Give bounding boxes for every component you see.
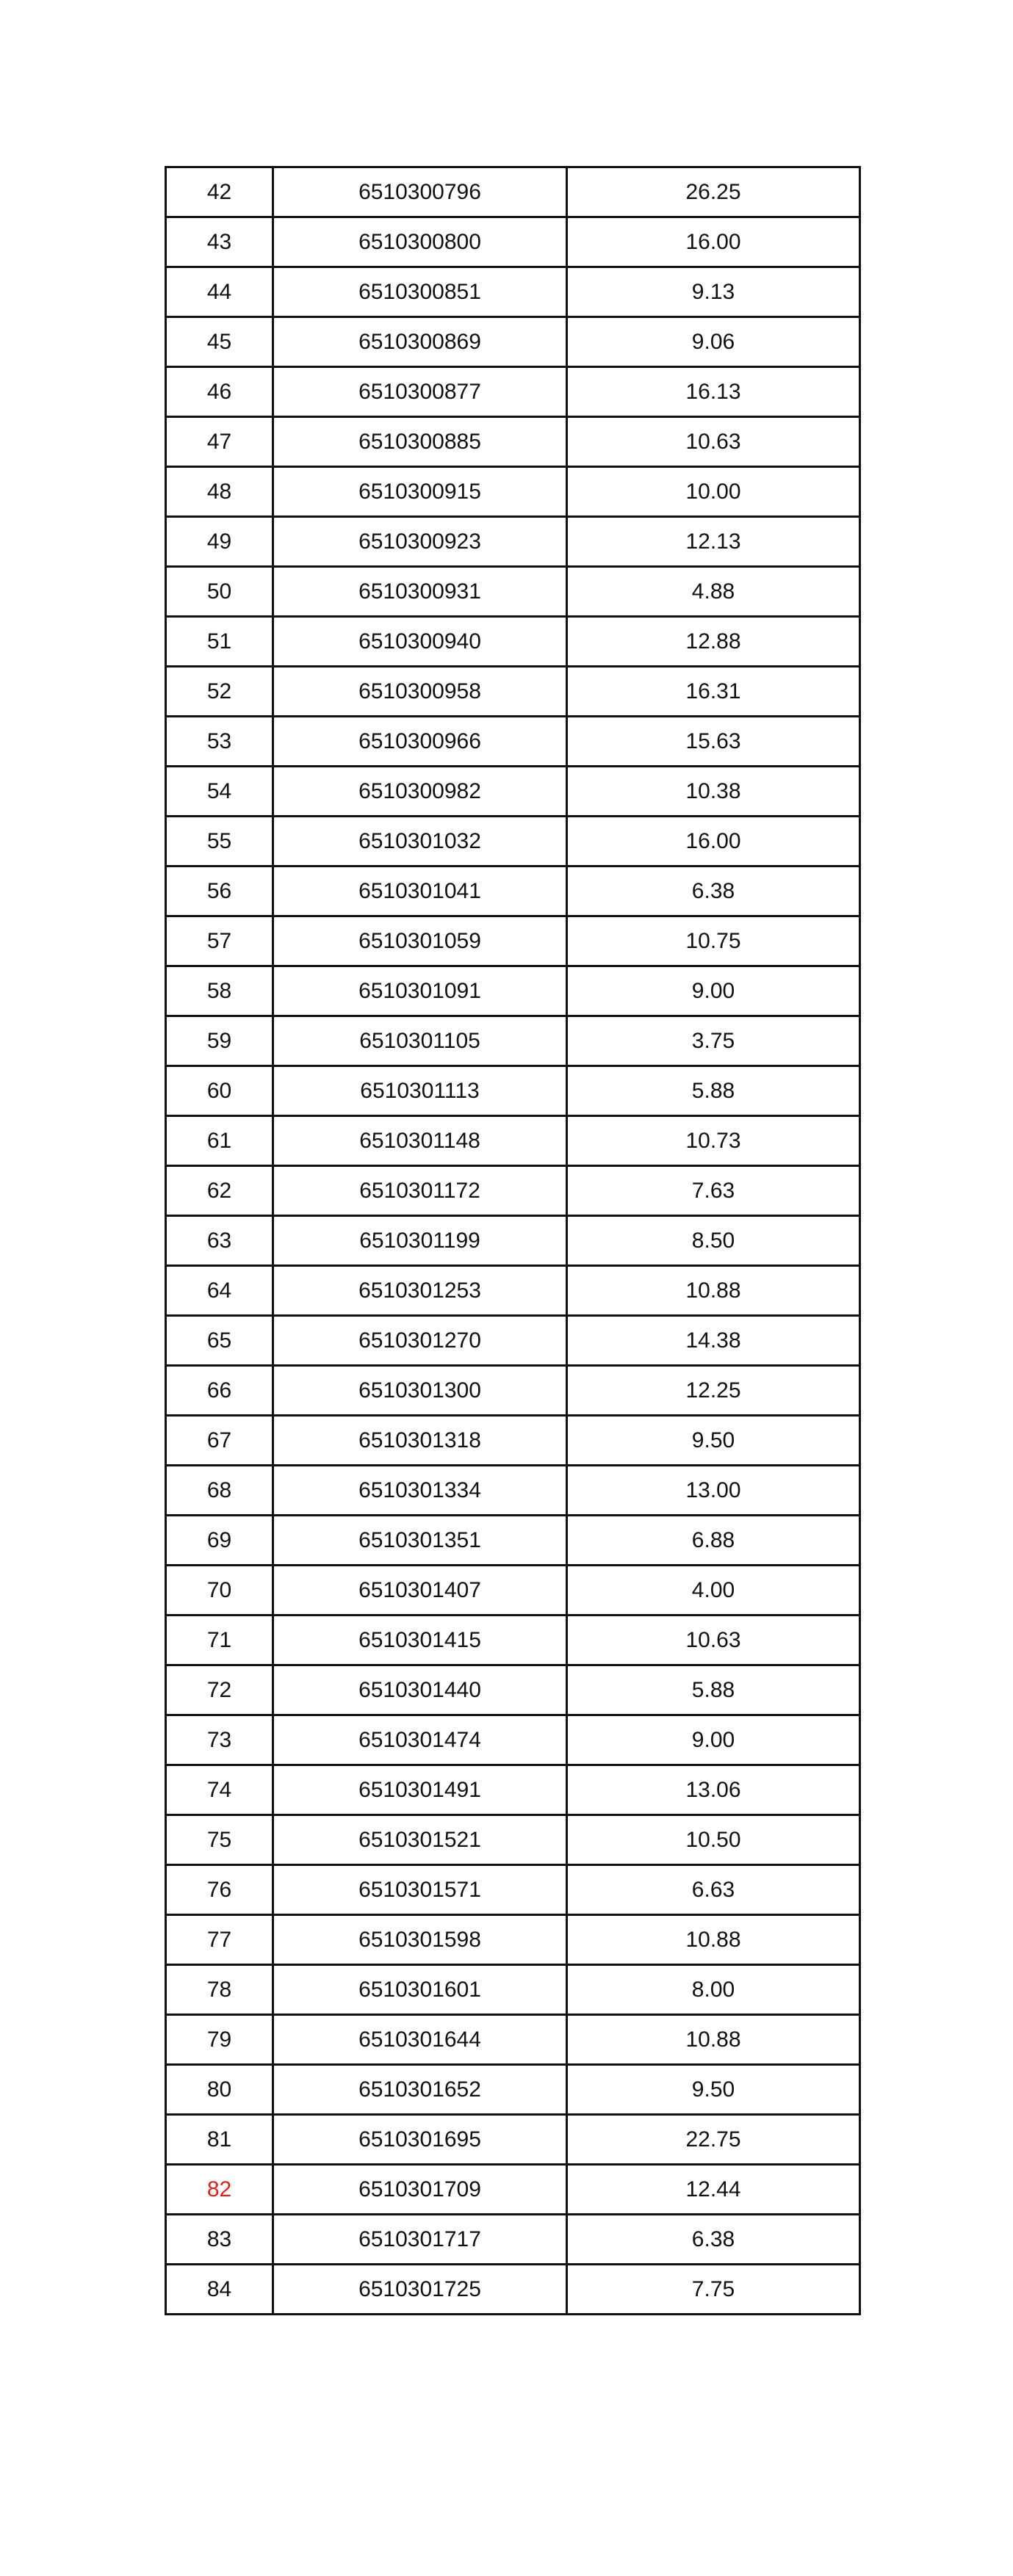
student-id-cell: 6510300800 [273, 217, 567, 267]
score-cell: 6.63 [567, 1865, 860, 1915]
row-number-cell: 46 [166, 367, 273, 417]
student-id-cell: 6510301105 [273, 1016, 567, 1066]
row-number-cell: 61 [166, 1116, 273, 1166]
table-row [166, 2165, 860, 2215]
score-cell: 6.38 [567, 866, 860, 916]
score-table [165, 166, 861, 2315]
table-row [166, 2065, 860, 2115]
row-number-cell: 72 [166, 1665, 273, 1715]
table-row [166, 667, 860, 717]
row-number-cell: 78 [166, 1965, 273, 2015]
score-cell: 7.63 [567, 1166, 860, 1216]
score-cell: 9.00 [567, 966, 860, 1016]
table-row [166, 1965, 860, 2015]
student-id-cell: 6510300966 [273, 717, 567, 767]
table-row [166, 217, 860, 267]
table-row [166, 1815, 860, 1865]
row-number-cell: 84 [166, 2265, 273, 2315]
score-cell: 13.00 [567, 1466, 860, 1516]
student-id-cell: 6510301644 [273, 2015, 567, 2065]
row-number-cell: 53 [166, 717, 273, 767]
table-row [166, 367, 860, 417]
student-id-cell: 6510301695 [273, 2115, 567, 2165]
table-row [166, 1566, 860, 1616]
row-number-cell: 56 [166, 866, 273, 916]
row-number-cell: 83 [166, 2215, 273, 2265]
table-row [166, 817, 860, 866]
student-id-cell: 6510301598 [273, 1915, 567, 1965]
score-cell: 16.13 [567, 367, 860, 417]
row-number-cell: 66 [166, 1366, 273, 1416]
row-number-cell: 64 [166, 1266, 273, 1316]
row-number-cell: 80 [166, 2065, 273, 2115]
score-cell: 9.06 [567, 317, 860, 367]
score-cell: 10.00 [567, 467, 860, 517]
row-number-cell: 65 [166, 1316, 273, 1366]
table-row [166, 767, 860, 817]
student-id-cell: 6510300923 [273, 517, 567, 567]
score-cell: 5.88 [567, 1066, 860, 1116]
row-number-cell: 48 [166, 467, 273, 517]
score-cell: 10.88 [567, 2015, 860, 2065]
score-cell: 13.06 [567, 1765, 860, 1815]
score-cell: 9.13 [567, 267, 860, 317]
student-id-cell: 6510301571 [273, 1865, 567, 1915]
table-row [166, 267, 860, 317]
student-id-cell: 6510300885 [273, 417, 567, 467]
student-id-cell: 6510301474 [273, 1715, 567, 1765]
table-row [166, 1166, 860, 1216]
score-cell: 12.13 [567, 517, 860, 567]
row-number-cell: 81 [166, 2115, 273, 2165]
student-id-cell: 6510301199 [273, 1216, 567, 1266]
row-number-cell: 75 [166, 1815, 273, 1865]
score-cell: 4.88 [567, 567, 860, 617]
student-id-cell: 6510301709 [273, 2165, 567, 2215]
row-number-cell: 79 [166, 2015, 273, 2065]
student-id-cell: 6510301091 [273, 966, 567, 1016]
table-row [166, 417, 860, 467]
student-id-cell: 6510301041 [273, 866, 567, 916]
student-id-cell: 6510301351 [273, 1516, 567, 1566]
score-cell: 8.50 [567, 1216, 860, 1266]
table-body [166, 167, 860, 2315]
table-row [166, 1116, 860, 1166]
table-row [166, 167, 860, 217]
score-cell: 9.50 [567, 1416, 860, 1466]
score-cell: 10.63 [567, 417, 860, 467]
student-id-cell: 6510301318 [273, 1416, 567, 1466]
table-row [166, 2115, 860, 2165]
student-id-cell: 6510301148 [273, 1116, 567, 1166]
score-cell: 6.38 [567, 2215, 860, 2265]
score-cell: 10.75 [567, 916, 860, 966]
score-cell: 16.00 [567, 217, 860, 267]
table-row [166, 966, 860, 1016]
score-cell: 7.75 [567, 2265, 860, 2315]
row-number-cell: 59 [166, 1016, 273, 1066]
student-id-cell: 6510300958 [273, 667, 567, 717]
score-cell: 10.38 [567, 767, 860, 817]
table-row [166, 1466, 860, 1516]
score-cell: 8.00 [567, 1965, 860, 2015]
row-number-cell: 58 [166, 966, 273, 1016]
table-row [166, 916, 860, 966]
table-row [166, 1715, 860, 1765]
student-id-cell: 6510301113 [273, 1066, 567, 1116]
table-row [166, 1865, 860, 1915]
row-number-cell: 55 [166, 817, 273, 866]
table-row [166, 1416, 860, 1466]
student-id-cell: 6510301334 [273, 1466, 567, 1516]
row-number-cell: 51 [166, 617, 273, 667]
student-id-cell: 6510301601 [273, 1965, 567, 2015]
table-row [166, 1066, 860, 1116]
student-id-cell: 6510300796 [273, 167, 567, 217]
table-row [166, 1266, 860, 1316]
score-cell: 5.88 [567, 1665, 860, 1715]
row-number-cell: 82 [166, 2165, 273, 2215]
row-number-cell: 62 [166, 1166, 273, 1216]
table-row [166, 317, 860, 367]
score-cell: 6.88 [567, 1516, 860, 1566]
score-cell: 22.75 [567, 2115, 860, 2165]
score-cell: 10.88 [567, 1266, 860, 1316]
table-row [166, 1216, 860, 1266]
row-number-cell: 76 [166, 1865, 273, 1915]
student-id-cell: 6510301440 [273, 1665, 567, 1715]
score-cell: 10.63 [567, 1616, 860, 1665]
table-row [166, 567, 860, 617]
student-id-cell: 6510301717 [273, 2215, 567, 2265]
student-id-cell: 6510300869 [273, 317, 567, 367]
table-row [166, 1616, 860, 1665]
row-number-cell: 67 [166, 1416, 273, 1466]
score-cell: 10.50 [567, 1815, 860, 1865]
table-row [166, 467, 860, 517]
row-number-cell: 63 [166, 1216, 273, 1266]
student-id-cell: 6510301032 [273, 817, 567, 866]
row-number-cell: 42 [166, 167, 273, 217]
table-row [166, 717, 860, 767]
student-id-cell: 6510301172 [273, 1166, 567, 1216]
table-row [166, 2015, 860, 2065]
row-number-cell: 45 [166, 317, 273, 367]
score-cell: 3.75 [567, 1016, 860, 1066]
row-number-cell: 60 [166, 1066, 273, 1116]
table-row [166, 2215, 860, 2265]
score-cell: 4.00 [567, 1566, 860, 1616]
score-cell: 9.00 [567, 1715, 860, 1765]
table-row [166, 1915, 860, 1965]
row-number-cell: 44 [166, 267, 273, 317]
student-id-cell: 6510301521 [273, 1815, 567, 1865]
score-cell: 10.88 [567, 1915, 860, 1965]
row-number-cell: 77 [166, 1915, 273, 1965]
row-number-cell: 68 [166, 1466, 273, 1516]
score-cell: 16.31 [567, 667, 860, 717]
table-row [166, 1665, 860, 1715]
row-number-cell: 49 [166, 517, 273, 567]
student-id-cell: 6510301270 [273, 1316, 567, 1366]
row-number-cell: 71 [166, 1616, 273, 1665]
row-number-cell: 47 [166, 417, 273, 467]
table-row [166, 1016, 860, 1066]
student-id-cell: 6510300931 [273, 567, 567, 617]
student-id-cell: 6510300982 [273, 767, 567, 817]
score-cell: 15.63 [567, 717, 860, 767]
row-number-cell: 69 [166, 1516, 273, 1566]
row-number-cell: 70 [166, 1566, 273, 1616]
row-number-cell: 43 [166, 217, 273, 267]
table-row [166, 1316, 860, 1366]
row-number-cell: 74 [166, 1765, 273, 1815]
score-cell: 14.38 [567, 1316, 860, 1366]
table-row [166, 1765, 860, 1815]
table-row [166, 1516, 860, 1566]
table-row [166, 2265, 860, 2315]
student-id-cell: 6510300915 [273, 467, 567, 517]
row-number-cell: 73 [166, 1715, 273, 1765]
student-id-cell: 6510301407 [273, 1566, 567, 1616]
row-number-cell: 54 [166, 767, 273, 817]
score-cell: 12.88 [567, 617, 860, 667]
student-id-cell: 6510300940 [273, 617, 567, 667]
row-number-cell: 52 [166, 667, 273, 717]
score-cell: 12.25 [567, 1366, 860, 1416]
table-row [166, 517, 860, 567]
student-id-cell: 6510301491 [273, 1765, 567, 1815]
score-cell: 26.25 [567, 167, 860, 217]
table-row [166, 1366, 860, 1416]
student-id-cell: 6510301059 [273, 916, 567, 966]
row-number-cell: 50 [166, 567, 273, 617]
table-row [166, 617, 860, 667]
student-id-cell: 6510300851 [273, 267, 567, 317]
table-row [166, 866, 860, 916]
student-id-cell: 6510300877 [273, 367, 567, 417]
row-number-cell: 57 [166, 916, 273, 966]
score-cell: 12.44 [567, 2165, 860, 2215]
student-id-cell: 6510301725 [273, 2265, 567, 2315]
score-cell: 9.50 [567, 2065, 860, 2115]
student-id-cell: 6510301300 [273, 1366, 567, 1416]
student-id-cell: 6510301415 [273, 1616, 567, 1665]
score-cell: 10.73 [567, 1116, 860, 1166]
student-id-cell: 6510301253 [273, 1266, 567, 1316]
student-id-cell: 6510301652 [273, 2065, 567, 2115]
score-cell: 16.00 [567, 817, 860, 866]
